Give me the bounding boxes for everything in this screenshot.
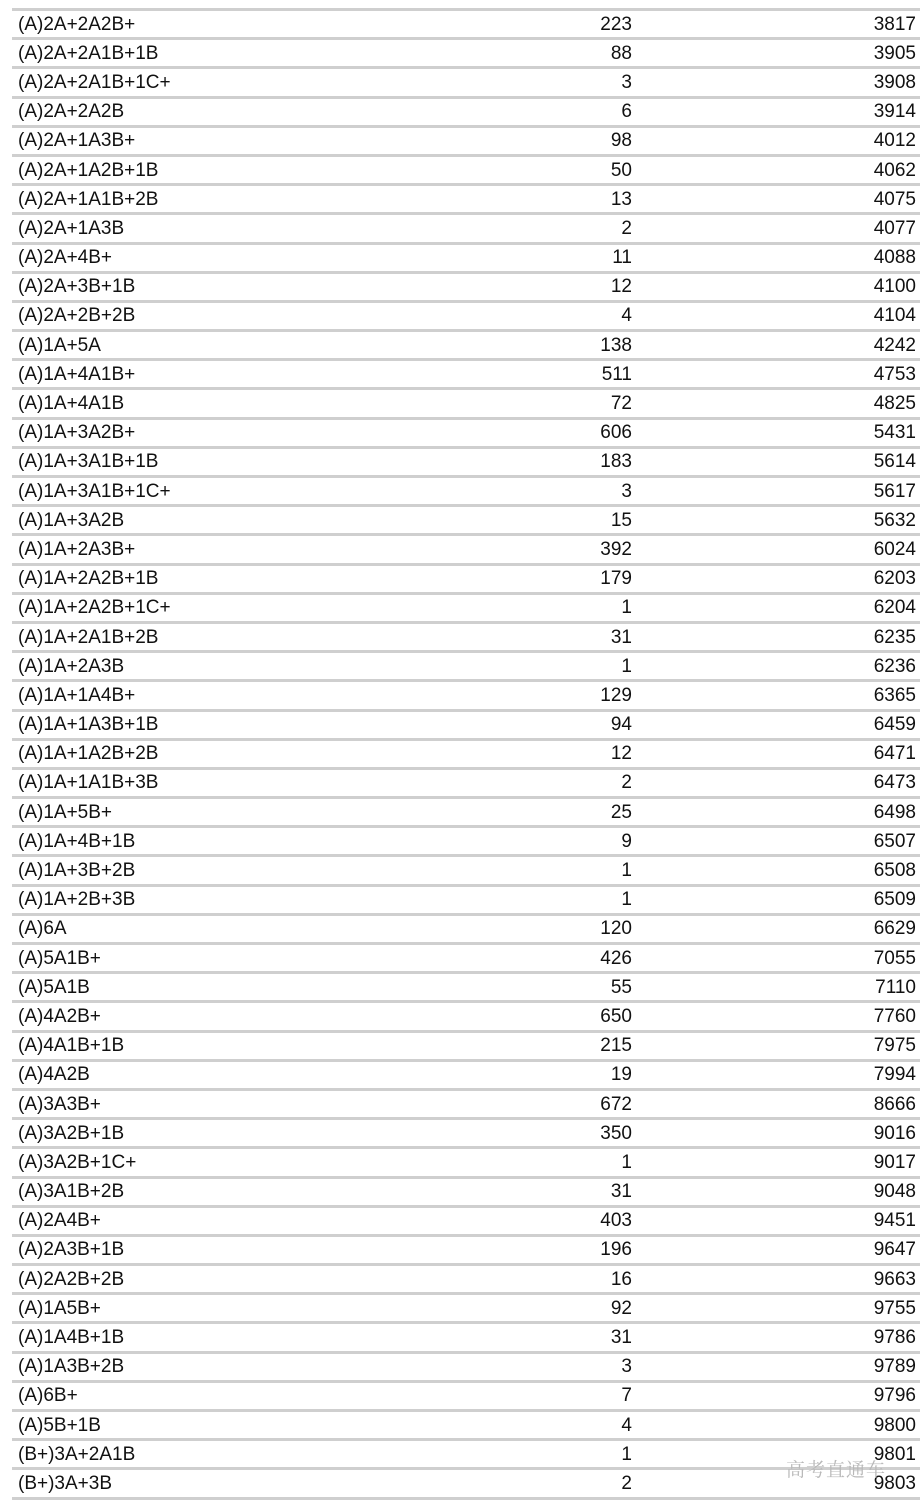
table-row [12,478,920,507]
grade-combination-cell: (A)1A+4A1B+ [18,363,136,385]
cumulative-count-cell: 7055 [873,947,916,969]
table-row [12,390,920,419]
grade-combination-cell: (A)2A+4B+ [18,247,112,269]
grade-combination-cell: (A)1A+5B+ [18,801,112,823]
cumulative-count-cell: 4062 [873,159,916,181]
count-cell: 3 [621,71,632,93]
grade-combination-cell: (A)1A+3B+2B [18,860,136,882]
cumulative-count-cell: 6508 [873,860,916,882]
table-row [12,770,920,799]
cumulative-count-cell: 6024 [873,538,916,560]
cumulative-count-cell: 6629 [873,918,916,940]
count-cell: 129 [600,684,632,706]
cumulative-count-cell: 9017 [873,1151,916,1173]
cumulative-count-cell: 3908 [873,71,916,93]
count-cell: 511 [601,363,632,385]
grade-combination-cell: (A)2A+1A3B [18,217,125,239]
cumulative-count-cell: 9451 [873,1210,916,1232]
grade-combination-cell: (A)4A2B [18,1064,90,1086]
table-row [12,595,920,624]
count-cell: 92 [610,1297,632,1319]
count-cell: 403 [600,1210,632,1232]
grade-combination-cell: (A)1A+2A3B+ [18,538,136,560]
cumulative-count-cell: 6507 [873,830,916,852]
count-cell: 2 [621,772,632,794]
grade-combination-cell: (A)6A [18,918,67,940]
cumulative-count-cell: 6203 [873,568,916,590]
grade-combination-cell: (A)1A+1A2B+2B [18,743,159,765]
count-cell: 15 [610,509,632,531]
count-cell: 1 [621,597,632,619]
table-row [12,303,920,332]
table-row [12,186,920,215]
grade-combination-cell: (A)2A+2A2B+ [18,13,136,35]
grade-combination-cell: (A)1A+4B+1B [18,830,136,852]
cumulative-count-cell: 9800 [873,1414,916,1436]
count-cell: 4 [621,305,632,327]
table-row [12,566,920,595]
grade-combination-cell: (A)1A+2B+3B [18,889,136,911]
table-row [12,1033,920,1062]
table-row [12,1441,920,1470]
table-row [12,40,920,69]
table-row [12,332,920,361]
count-cell: 2 [621,217,632,239]
count-cell: 31 [610,1181,632,1203]
count-cell: 1 [621,889,632,911]
count-cell: 350 [600,1122,632,1144]
grade-combination-cell: (A)2A2B+2B [18,1268,125,1290]
count-cell: 98 [610,130,632,152]
count-cell: 31 [610,1327,632,1349]
table-row [12,1470,920,1499]
table-row [12,449,920,478]
count-cell: 2 [621,1472,632,1494]
grade-combination-cell: (A)1A+2A3B [18,655,125,677]
count-cell: 88 [610,42,632,64]
count-cell: 1 [621,655,632,677]
cumulative-count-cell: 4753 [873,363,916,385]
grade-combination-cell: (A)3A1B+2B [18,1181,125,1203]
cumulative-count-cell: 4075 [873,188,916,210]
cumulative-count-cell: 9786 [873,1327,916,1349]
grade-combination-cell: (A)2A+1A3B+ [18,130,136,152]
cumulative-count-cell: 4077 [873,217,916,239]
cumulative-count-cell: 9663 [873,1268,916,1290]
grade-combination-cell: (A)1A3B+2B [18,1356,125,1378]
count-cell: 12 [610,276,632,298]
cumulative-count-cell: 7975 [873,1035,916,1057]
count-cell: 9 [621,830,632,852]
grade-combination-cell: (B+)3A+3B [18,1472,112,1494]
grade-combination-cell: (A)5B+1B [18,1414,101,1436]
table-row [12,1237,920,1266]
table-row [12,507,920,536]
table-row [12,1295,920,1324]
cumulative-count-cell: 6236 [873,655,916,677]
grade-combination-cell: (A)4A2B+ [18,1005,101,1027]
cumulative-count-cell: 5614 [873,451,916,473]
grade-combination-cell: (A)4A1B+1B [18,1035,125,1057]
cumulative-count-cell: 7110 [875,976,916,998]
table-row [12,536,920,565]
count-cell: 426 [600,947,632,969]
grade-combination-cell: (A)1A+1A1B+3B [18,772,159,794]
count-cell: 3 [621,480,632,502]
count-cell: 13 [610,188,632,210]
table-row [12,420,920,449]
cumulative-count-cell: 8666 [873,1093,916,1115]
table-row [12,712,920,741]
grade-combination-cell: (A)5A1B [18,976,90,998]
table-row [12,1149,920,1178]
grade-combination-cell: (A)1A+5A [18,334,101,356]
cumulative-count-cell: 9048 [873,1181,916,1203]
grade-combination-cell: (A)1A+2A1B+2B [18,626,159,648]
grade-combination-cell: (A)1A4B+1B [18,1327,125,1349]
count-cell: 19 [610,1064,632,1086]
table-row [12,1412,920,1441]
table-row [12,828,920,857]
grade-combination-cell: (A)3A2B+1B [18,1122,125,1144]
table-row [12,274,920,303]
cumulative-count-cell: 4088 [873,247,916,269]
table-row [12,1179,920,1208]
cumulative-count-cell: 4100 [873,276,916,298]
count-cell: 120 [600,918,632,940]
grade-combination-cell: (A)1A+3A2B [18,509,125,531]
count-cell: 1 [621,1443,632,1465]
table-row [12,799,920,828]
cumulative-count-cell: 3914 [873,101,916,123]
table-row [12,1062,920,1091]
count-cell: 16 [610,1268,632,1290]
table-row [12,1120,920,1149]
count-cell: 672 [600,1093,632,1115]
count-cell: 179 [600,568,632,590]
grade-combination-cell: (A)1A+1A4B+ [18,684,136,706]
count-cell: 392 [600,538,632,560]
table-row [12,682,920,711]
table-row [12,741,920,770]
count-cell: 50 [610,159,632,181]
table-row [12,1354,920,1383]
table-row [12,215,920,244]
cumulative-count-cell: 6509 [873,889,916,911]
grade-combination-cell: (B+)3A+2A1B [18,1443,136,1465]
cumulative-count-cell: 6471 [873,743,916,765]
count-cell: 7 [621,1385,632,1407]
watermark-text: 高考直通车 [786,1459,887,1481]
grade-combination-cell: (A)2A+2A1B+1C+ [18,71,171,93]
table-row [12,1266,920,1295]
count-cell: 606 [600,422,632,444]
cumulative-count-cell: 3905 [873,42,916,64]
grade-combination-cell: (A)1A5B+ [18,1297,101,1319]
grade-combination-cell: (A)1A+4A1B [18,393,125,415]
cumulative-count-cell: 4825 [873,393,916,415]
table-row [12,1383,920,1412]
table-row [12,1091,920,1120]
cumulative-count-cell: 6235 [873,626,916,648]
cumulative-count-cell: 5632 [873,509,916,531]
count-cell: 11 [612,247,632,269]
cumulative-count-cell: 9801 [873,1443,916,1465]
count-cell: 650 [600,1005,632,1027]
table-row [12,1208,920,1237]
count-cell: 215 [600,1035,632,1057]
cumulative-count-cell: 6498 [873,801,916,823]
cumulative-count-cell: 9803 [873,1472,916,1494]
count-cell: 25 [610,801,632,823]
cumulative-count-cell: 7994 [873,1064,916,1086]
count-cell: 1 [621,1151,632,1173]
table-row [12,916,920,945]
cumulative-count-cell: 4104 [873,305,916,327]
table-row [12,887,920,916]
count-cell: 72 [610,393,632,415]
count-cell: 94 [610,714,632,736]
grade-combination-cell: (A)3A3B+ [18,1093,101,1115]
grade-combination-cell: (A)5A1B+ [18,947,101,969]
table-row [12,1003,920,1032]
count-cell: 4 [621,1414,632,1436]
count-cell: 55 [610,976,632,998]
cumulative-count-cell: 9647 [873,1239,916,1261]
count-cell: 183 [600,451,632,473]
grade-combination-cell: (A)1A+3A2B+ [18,422,136,444]
grade-combination-cell: (A)2A4B+ [18,1210,101,1232]
table-row [12,624,920,653]
table-row [12,945,920,974]
count-cell: 31 [610,626,632,648]
table-row [12,11,920,40]
table-row [12,128,920,157]
cumulative-count-cell: 9796 [873,1385,916,1407]
count-cell: 138 [600,334,632,356]
table-row [12,157,920,186]
table-row [12,245,920,274]
count-cell: 223 [600,13,632,35]
grade-combination-cell: (A)1A+2A2B+1C+ [18,597,171,619]
grade-combination-cell: (A)2A+2A1B+1B [18,42,159,64]
grade-combination-cell: (A)2A3B+1B [18,1239,125,1261]
grade-combination-cell: (A)3A2B+1C+ [18,1151,137,1173]
cumulative-count-cell: 6459 [873,714,916,736]
grade-combination-cell: (A)1A+1A3B+1B [18,714,159,736]
count-cell: 6 [621,101,632,123]
table-row [12,653,920,682]
cumulative-count-cell: 5431 [873,422,916,444]
grade-combination-cell: (A)1A+3A1B+1B [18,451,159,473]
cumulative-count-cell: 6365 [873,684,916,706]
count-cell: 196 [600,1239,632,1261]
table-row [12,974,920,1003]
count-cell: 3 [621,1356,632,1378]
cumulative-count-cell: 9016 [873,1122,916,1144]
cumulative-count-cell: 4012 [873,130,916,152]
grade-combination-cell: (A)2A+2B+2B [18,305,136,327]
score-distribution-table [12,8,920,1500]
table-row [12,99,920,128]
table-row [12,361,920,390]
cumulative-count-cell: 3817 [873,13,916,35]
grade-combination-cell: (A)2A+2A2B [18,101,125,123]
table-row [12,857,920,886]
cumulative-count-cell: 6473 [873,772,916,794]
cumulative-count-cell: 9789 [873,1356,916,1378]
grade-combination-cell: (A)2A+1A2B+1B [18,159,159,181]
grade-combination-cell: (A)1A+3A1B+1C+ [18,480,171,502]
grade-combination-cell: (A)6B+ [18,1385,78,1407]
cumulative-count-cell: 6204 [873,597,916,619]
cumulative-count-cell: 4242 [873,334,916,356]
grade-combination-cell: (A)2A+3B+1B [18,276,136,298]
grade-combination-cell: (A)1A+2A2B+1B [18,568,159,590]
cumulative-count-cell: 5617 [873,480,916,502]
cumulative-count-cell: 7760 [873,1005,916,1027]
count-cell: 1 [621,860,632,882]
table-row [12,1324,920,1353]
grade-combination-cell: (A)2A+1A1B+2B [18,188,159,210]
count-cell: 12 [610,743,632,765]
table-row [12,69,920,98]
cumulative-count-cell: 9755 [873,1297,916,1319]
